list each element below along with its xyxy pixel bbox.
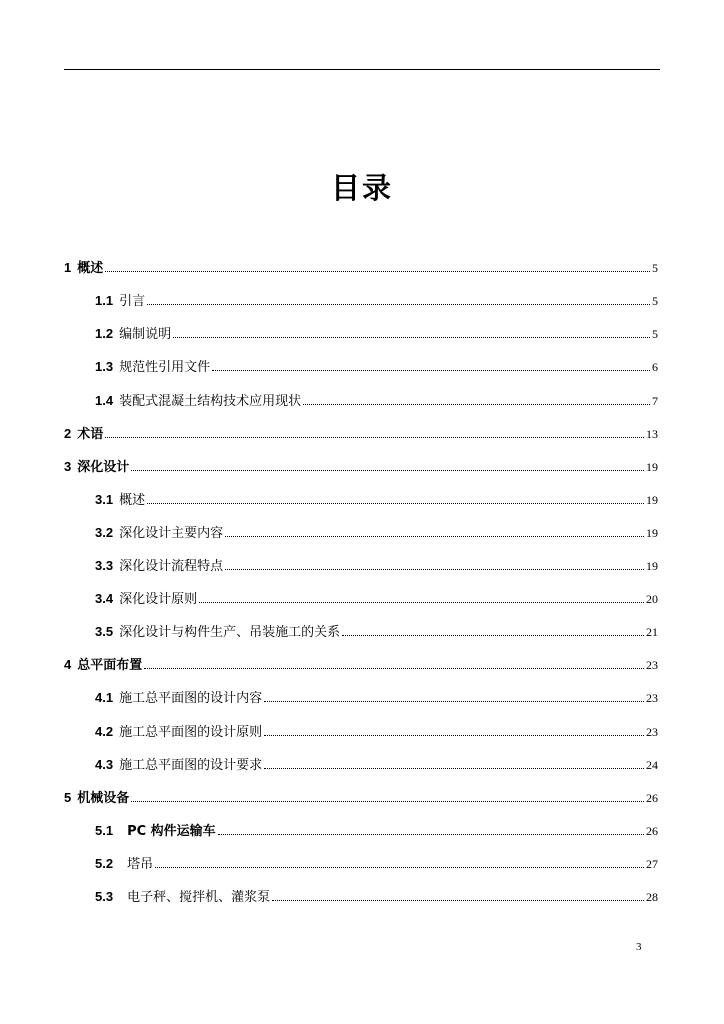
- toc-entry-title: 术语: [77, 427, 104, 442]
- toc-entry[interactable]: [95, 290, 658, 310]
- toc-entry-page: 5: [652, 327, 658, 341]
- toc-entry-page: 24: [646, 758, 658, 772]
- dot-leader: [131, 801, 644, 802]
- toc-entry[interactable]: [95, 489, 658, 509]
- toc-entry-number: 3.3: [95, 558, 114, 573]
- toc-entry[interactable]: [95, 588, 658, 608]
- toc-entry[interactable]: [95, 621, 658, 641]
- toc-entry-page: 19: [646, 460, 658, 474]
- toc-entry-title: PC 构件运输车: [127, 824, 216, 839]
- dot-leader: [155, 867, 644, 868]
- toc-entry-number: 4.1: [95, 690, 114, 705]
- page-number: 3: [636, 941, 642, 953]
- toc-entry-page: 28: [646, 890, 658, 904]
- toc-entry[interactable]: [95, 356, 658, 376]
- toc-entry-title: 规范性引用文件: [119, 360, 211, 375]
- toc-entry[interactable]: [95, 886, 658, 906]
- toc-entry-title: 概述: [119, 493, 146, 508]
- toc-entry[interactable]: [64, 257, 658, 277]
- toc-entry[interactable]: [95, 687, 658, 707]
- dot-leader: [173, 337, 650, 338]
- toc-entry-title: 塔吊: [127, 857, 154, 872]
- toc-entry-page: 21: [646, 625, 658, 639]
- toc-entry-number: 2: [64, 426, 72, 441]
- toc-entry-title: 施工总平面图的设计原则: [119, 725, 263, 740]
- toc-entry-number: 3.4: [95, 591, 114, 606]
- toc-entry-title: 机械设备: [77, 791, 130, 806]
- toc-entry[interactable]: [64, 654, 658, 674]
- toc-entry-number: 3.1: [95, 492, 114, 507]
- toc-entry-number: 1.1: [95, 293, 114, 308]
- toc-entry-page: 20: [646, 592, 658, 606]
- toc-entry-page: 26: [646, 791, 658, 805]
- dot-leader: [131, 470, 644, 471]
- dot-leader: [144, 668, 644, 669]
- toc-entry[interactable]: [95, 390, 658, 410]
- dot-leader: [264, 768, 644, 769]
- toc-entry-number: 4: [64, 657, 72, 672]
- toc-entry-page: 13: [646, 427, 658, 441]
- toc-entry[interactable]: [95, 721, 658, 741]
- toc-entry-number: 1: [64, 260, 72, 275]
- toc-entry-title: 深化设计: [77, 460, 130, 475]
- dot-leader: [264, 701, 644, 702]
- dot-leader: [218, 834, 644, 835]
- toc-entry-title: 深化设计原则: [119, 592, 198, 607]
- toc-entry-title: 施工总平面图的设计内容: [119, 691, 263, 706]
- dot-leader: [342, 635, 644, 636]
- toc-entry-number: 5.2: [95, 856, 114, 871]
- toc-entry-page: 27: [646, 857, 658, 871]
- toc-entry-number: 5.3: [95, 889, 114, 904]
- toc-entry-page: 19: [646, 559, 658, 573]
- toc-entry-number: 4.3: [95, 757, 114, 772]
- dot-leader: [105, 271, 650, 272]
- toc-entry[interactable]: [95, 820, 658, 840]
- toc-entry-page: 19: [646, 493, 658, 507]
- toc-entry-page: 23: [646, 658, 658, 672]
- toc-entry-page: 7: [652, 394, 658, 408]
- dot-leader: [225, 536, 644, 537]
- toc-entry-title: 电子秤、搅拌机、灌浆泵: [127, 890, 271, 905]
- toc-entry-title: 装配式混凝土结构技术应用现状: [119, 394, 302, 409]
- toc-entry[interactable]: [64, 456, 658, 476]
- dot-leader: [264, 735, 644, 736]
- toc-entry-number: 5: [64, 790, 72, 805]
- toc-entry[interactable]: [95, 323, 658, 343]
- toc-entry-number: 3: [64, 459, 72, 474]
- toc-entry-title: 深化设计主要内容: [119, 526, 224, 541]
- dot-leader: [272, 900, 644, 901]
- dot-leader: [225, 569, 644, 570]
- toc-entry-number: 3.2: [95, 525, 114, 540]
- toc-entry-number: 1.2: [95, 326, 114, 341]
- toc-entry-title: 深化设计流程特点: [119, 559, 224, 574]
- toc-entry-number: 5.1: [95, 823, 114, 838]
- dot-leader: [303, 404, 650, 405]
- toc-entry-title: 施工总平面图的设计要求: [119, 758, 263, 773]
- toc-entry[interactable]: [95, 522, 658, 542]
- toc-entry[interactable]: [95, 853, 658, 873]
- dot-leader: [199, 602, 644, 603]
- toc-entry-page: 23: [646, 691, 658, 705]
- toc-entry-number: 4.2: [95, 724, 114, 739]
- toc-entry[interactable]: [64, 787, 658, 807]
- toc-entry[interactable]: [64, 423, 658, 443]
- dot-leader: [147, 304, 650, 305]
- toc-entry-page: 6: [652, 360, 658, 374]
- dot-leader: [147, 503, 644, 504]
- toc-entry[interactable]: [95, 754, 658, 774]
- toc-entry-title: 编制说明: [119, 327, 172, 342]
- toc-entry-number: 1.3: [95, 359, 114, 374]
- toc-entry-number: 3.5: [95, 624, 114, 639]
- toc-entry-page: 23: [646, 725, 658, 739]
- toc-entry-title: 总平面布置: [77, 658, 143, 673]
- page-title: 目录: [330, 171, 393, 205]
- toc-entry-page: 5: [652, 261, 658, 275]
- dot-leader: [105, 437, 644, 438]
- toc-entry-page: 26: [646, 824, 658, 838]
- toc-entry-page: 5: [652, 294, 658, 308]
- dot-leader: [212, 370, 650, 371]
- toc-entry-title: 引言: [119, 294, 146, 309]
- toc-entry-title: 深化设计与构件生产、吊装施工的关系: [119, 625, 341, 640]
- toc-entry-title: 概述: [77, 261, 104, 276]
- toc-entry-number: 1.4: [95, 393, 114, 408]
- toc-entry[interactable]: [95, 555, 658, 575]
- toc-entry-page: 19: [646, 526, 658, 540]
